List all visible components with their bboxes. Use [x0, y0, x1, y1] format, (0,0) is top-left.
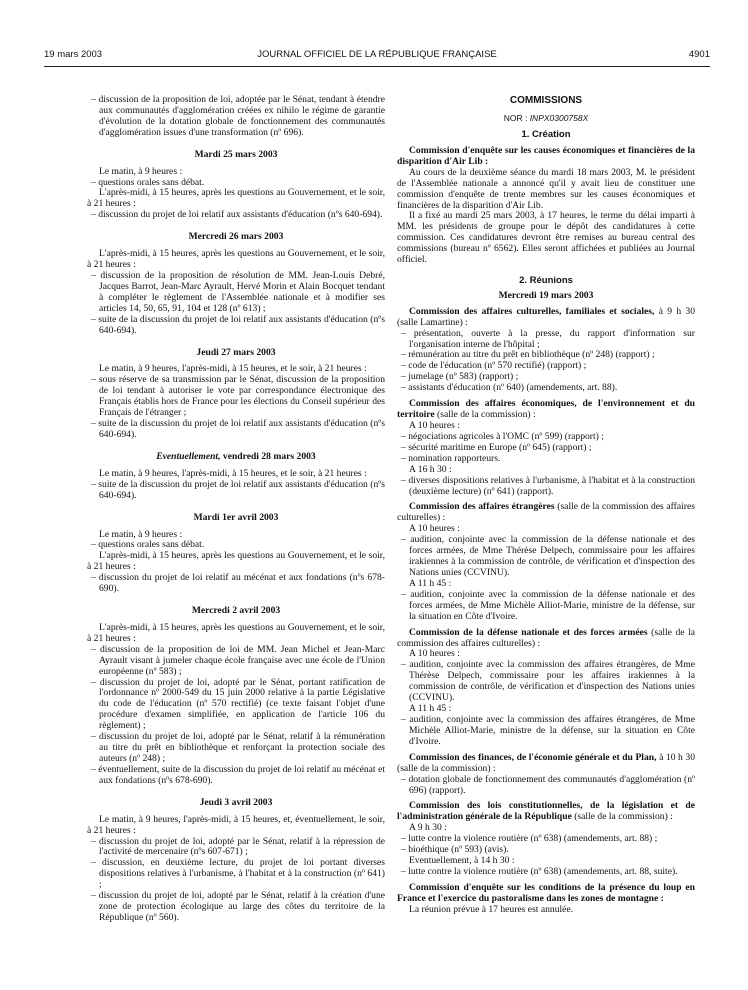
nor-label: NOR :	[503, 113, 530, 124]
time-slot: L'après-midi, à 15 heures, après les questions au Gouvernement, et le soir, à 21 heures :	[87, 621, 385, 644]
commission-name: Commission d'enquête sur les conditions de la présence du loup en France et l'exercice du pastoralisme dans les zones de montagne :	[397, 881, 695, 904]
list-item: – discussion de la proposition de loi, adoptée par le Sénat, tendant à étendre aux communautés d'agglomération créées ex nihilo le régime de garantie d'évolution de la dotation globale de fonctionnement des communautés d'agglomération issues d'une transformation (nº 696).	[91, 94, 385, 138]
commission-heading	[397, 628, 695, 650]
page-number: 4901	[688, 49, 710, 60]
list-item: – lutte contre la violence routière (nº 638) (amendements, art. 88, suite).	[401, 865, 678, 877]
day-heading: Mardi 25 mars 2003	[194, 148, 278, 160]
commission-name: Commission des affaires étrangères	[409, 501, 555, 513]
list-item: – éventuellement, suite de la discussion du projet de loi relatif au mécénat et aux fondations (nºs 678-690).	[91, 763, 385, 786]
commission-name: Commission des lois constitutionnelles, de la législation et de l'administration générale de la République	[397, 800, 695, 823]
list-item: – discussion, en deuxième lecture, du projet de loi portant diverses dispositions relatives à l'urbanisme, à l'habitat et à la construction (nº 641) ;	[91, 857, 385, 891]
list-item: – dotation globale de fonctionnement des communautés d'agglomération (nº 696) (rapport).	[401, 773, 695, 796]
time-slot: A 11 h 45 :	[409, 577, 452, 589]
day-heading: Jeudi 27 mars 2003	[196, 346, 276, 358]
time-slot: L'après-midi, à 15 heures, après les questions au Gouvernement, et le soir, à 21 heures :	[87, 187, 385, 210]
list-item: – audition, conjointe avec la commission des affaires étrangères, de Mme Thérèse Delpech, commissaire pour les affaires irakiennes à la commission de contrôle, de vérification et d'inspection des Nations unies (CCVINU).	[401, 659, 695, 704]
time-slot: L'après-midi, à 15 heures, après les questions au Gouvernement, et le soir, à 21 heures :	[87, 248, 385, 271]
list-item: – discussion du projet de loi, adopté par le Sénat, relatif à la rémunération au titre du prêt en bibliothèque et renforçant la protection sociale des auteurs (nº 248) ;	[91, 731, 385, 765]
right-column	[397, 95, 695, 916]
commission-name: Commission des affaires économiques, de l'environnement et du territoire	[397, 398, 695, 421]
list-item: – audition, conjointe avec la commission des affaires étrangères, de Mme Michèle Alliot-Marie, ministre de la défense, sur la situation en Côte d'Ivoire.	[401, 713, 695, 747]
time-slot: A 10 heures :	[409, 523, 460, 535]
paragraph: Au cours de la deuxième séance du mardi 18 mars 2003, M. le président de l'Assemblée nationale a annoncé qu'il y avait lieu de constituer une commission d'enquête de trente membres sur les causes économiques et financières de la disparition d'Air Lib.	[397, 166, 695, 211]
list-item: – discussion du projet de loi, adopté par le Sénat, relatif à la création d'une zone de protection écologique au large des côtes du territoire de la République (nº 560).	[91, 890, 385, 923]
section-title: COMMISSIONS	[509, 95, 583, 106]
left-column	[87, 95, 385, 924]
commission-time: (salle de la commission des affaires culturelles) :	[397, 501, 695, 524]
list-item: – lutte contre la violence routière (nº 638) (amendements, art. 88) ;	[401, 833, 658, 845]
list-item: – questions orales sans débat.	[91, 539, 205, 551]
commission-name: Commission des affaires culturelles, familiales et sociales,	[409, 305, 655, 317]
list-item: – suite de la discussion du projet de loi relatif aux assistants d'éducation (nºs 640-694).	[91, 313, 385, 336]
commission-time: (salle de la commission) :	[434, 409, 536, 421]
time-slot: Le matin, à 9 heures, l'après-midi, à 15 heures, et le soir, à 21 heures :	[99, 467, 367, 479]
day-heading-prefix: Eventuellement,	[156, 450, 221, 462]
list-item: – suite de la discussion du projet de loi relatif aux assistants d'éducation (nºs 640-694).	[91, 478, 385, 501]
meeting-date: Mercredi 19 mars 2003	[498, 289, 594, 301]
time-slot: Le matin, à 9 heures :	[99, 528, 183, 540]
time-slot: Le matin, à 9 heures, l'après-midi, à 15 heures, et le soir, à 21 heures :	[99, 363, 367, 375]
time-slot: Le matin, à 9 heures, l'après-midi, à 15 heures, et, éventuellement, le soir, à 21 heures :	[87, 813, 385, 836]
commission-name: Commission de la défense nationale et des forces armées	[409, 626, 648, 638]
header-rule	[44, 66, 710, 67]
list-item: – rémunération au titre du prêt en bibliothèque (nº 248) (rapport) ;	[401, 349, 655, 361]
commission-time: à 10 h 30 (salle de la commission) :	[397, 751, 695, 774]
list-item: – suite de la discussion du projet de loi relatif aux assistants d'éducation (nºs 640-694).	[91, 418, 385, 440]
day-heading: Mercredi 26 mars 2003	[188, 231, 284, 243]
time-slot: A 10 heures :	[409, 420, 460, 432]
list-item: – sous réserve de sa transmission par le Sénat, discussion de la proposition de loi tendant à autoriser le vote par correspondance électronique des Français établis hors de France pour les élections du Conseil supérieur des Français de l'étranger ;	[91, 374, 385, 419]
commission-heading	[397, 146, 695, 168]
list-item: – bioéthique (nº 593) (avis).	[401, 844, 509, 856]
commission-heading	[397, 502, 695, 524]
paragraph: Il a fixé au mardi 25 mars 2003, à 17 heures, le terme du délai imparti à MM. les présidents de groupe pour le dépôt des candidatures à cette commission. Ces candidatures devront être remises au bureau central des commissions (bureau nº 6562). Elles seront affichées et publiées au Journal officiel.	[397, 210, 695, 266]
time-slot: A 11 h 45 :	[409, 703, 452, 715]
list-item: – assistants d'éducation (nº 640) (amendements, art. 88).	[401, 382, 618, 394]
day-heading: Jeudi 3 avril 2003	[199, 796, 273, 808]
time-slot: A 10 heures :	[409, 648, 460, 660]
paragraph: La réunion prévue à 17 heures est annulée.	[409, 903, 574, 915]
list-item: – négociations agricoles à l'OMC (nº 599) (rapport) ;	[401, 430, 604, 442]
list-item: – présentation, ouverte à la presse, du rapport d'information sur l'organisation interne de l'hôpital ;	[401, 327, 695, 350]
commission-heading	[397, 399, 695, 421]
list-item: – audition, conjointe avec la commission de la défense nationale et des forces armées, de Mme Michèle Alliot-Marie, ministre de la défense, sur la situation en Côte d'Ivoire.	[401, 588, 695, 622]
commission-time: (salle de la commission des affaires culturelles) :	[397, 626, 695, 649]
list-item: – discussion du projet de loi, adopté par le Sénat, relatif à la répression de l'activité de mercenaire (nºs 607-671) ;	[91, 835, 385, 858]
list-item: – discussion du projet de loi relatif au mécénat et aux fondations (nºs 678-690).	[91, 572, 385, 595]
list-item: – nomination rapporteurs.	[401, 452, 501, 464]
list-item: – audition, conjointe avec la commission de la défense nationale et des forces armées, de Mme Thérèse Delpech, commissaire pour les affaires irakiennes à la commission de contrôle, de vérification et d'inspection des Nations unies (CCVINU).	[401, 534, 695, 578]
commission-heading	[397, 753, 695, 775]
nor-code: INPX0300758X	[529, 113, 589, 124]
list-item: – diverses dispositions relatives à l'urbanisme, à l'habitat et à la construction (deuxième lecture) (nº 641) (rapport).	[401, 474, 695, 497]
page-header	[44, 50, 710, 62]
time-slot: A 9 h 30 :	[409, 822, 447, 834]
subsection-title: 1. Création	[521, 129, 571, 141]
list-item: – code de l'éducation (nº 570 rectifié) (rapport) ;	[401, 360, 587, 372]
list-item: – questions orales sans débat.	[91, 176, 205, 188]
list-item: – discussion de la proposition de loi de MM. Jean Michel et Jean-Marc Ayrault visant à jumeler chaque école française avec une école de l'Union européenne (nº 583) ;	[91, 643, 385, 677]
day-heading: Mercredi 2 avril 2003	[191, 605, 281, 617]
day-heading-rest: vendredi 28 mars 2003	[220, 450, 316, 462]
commission-name: Commission d'enquête sur les causes économiques et financières de la disparition d'Air Lib :	[397, 144, 695, 167]
commission-name: Commission des finances, de l'économie générale et du Plan,	[409, 751, 657, 763]
list-item: – discussion du projet de loi relatif aux assistants d'éducation (nºs 640-694).	[91, 209, 383, 221]
commission-heading	[397, 801, 695, 823]
list-item: – jumelage (nº 583) (rapport) ;	[401, 371, 519, 383]
list-item: – sécurité maritime en Europe (nº 645) (rapport) ;	[401, 441, 592, 453]
commission-heading	[397, 883, 695, 905]
commission-time: à 9 h 30 (salle Lamartine) :	[397, 305, 695, 328]
commission-time: (salle de la commission) :	[571, 811, 673, 823]
list-item: – discussion de la proposition de résolution de MM. Jean-Louis Debré, Jacques Barrot, Jean-Marc Ayrault, Hervé Morin et Alain Bocquet tendant à compléter le règlement de l'Assemblée nationale et à modifier ses articles 14, 50, 65, 91, 104 et 128 (nº 613) ;	[91, 269, 385, 314]
header-date: 19 mars 2003	[44, 49, 103, 60]
nor-reference	[397, 114, 695, 124]
time-slot: Le matin, à 9 heures :	[99, 165, 183, 177]
subsection-title: 2. Réunions	[519, 275, 573, 287]
day-heading: Mardi 1er avril 2003	[193, 511, 279, 523]
time-slot: A 16 h 30 :	[409, 463, 452, 475]
commission-heading	[397, 307, 695, 329]
list-item: – discussion du projet de loi, adopté par le Sénat, portant ratification de l'ordonnance nº 2000-549 du 15 juin 2000 relative à la partie Législative du code de l'éducation (nº 570 rectifié) (ce texte faisant l'objet d'une procédure d'examen simplifiée, en application de l'article 106 du règlement) ;	[91, 676, 385, 732]
time-slot: L'après-midi, à 15 heures, après les questions au Gouvernement, et le soir, à 21 heures :	[87, 550, 385, 573]
time-slot: Eventuellement, à 14 h 30 :	[409, 855, 515, 867]
day-heading	[87, 452, 385, 463]
journal-title: JOURNAL OFFICIEL DE LA RÉPUBLIQUE FRANÇAISE	[257, 49, 497, 60]
